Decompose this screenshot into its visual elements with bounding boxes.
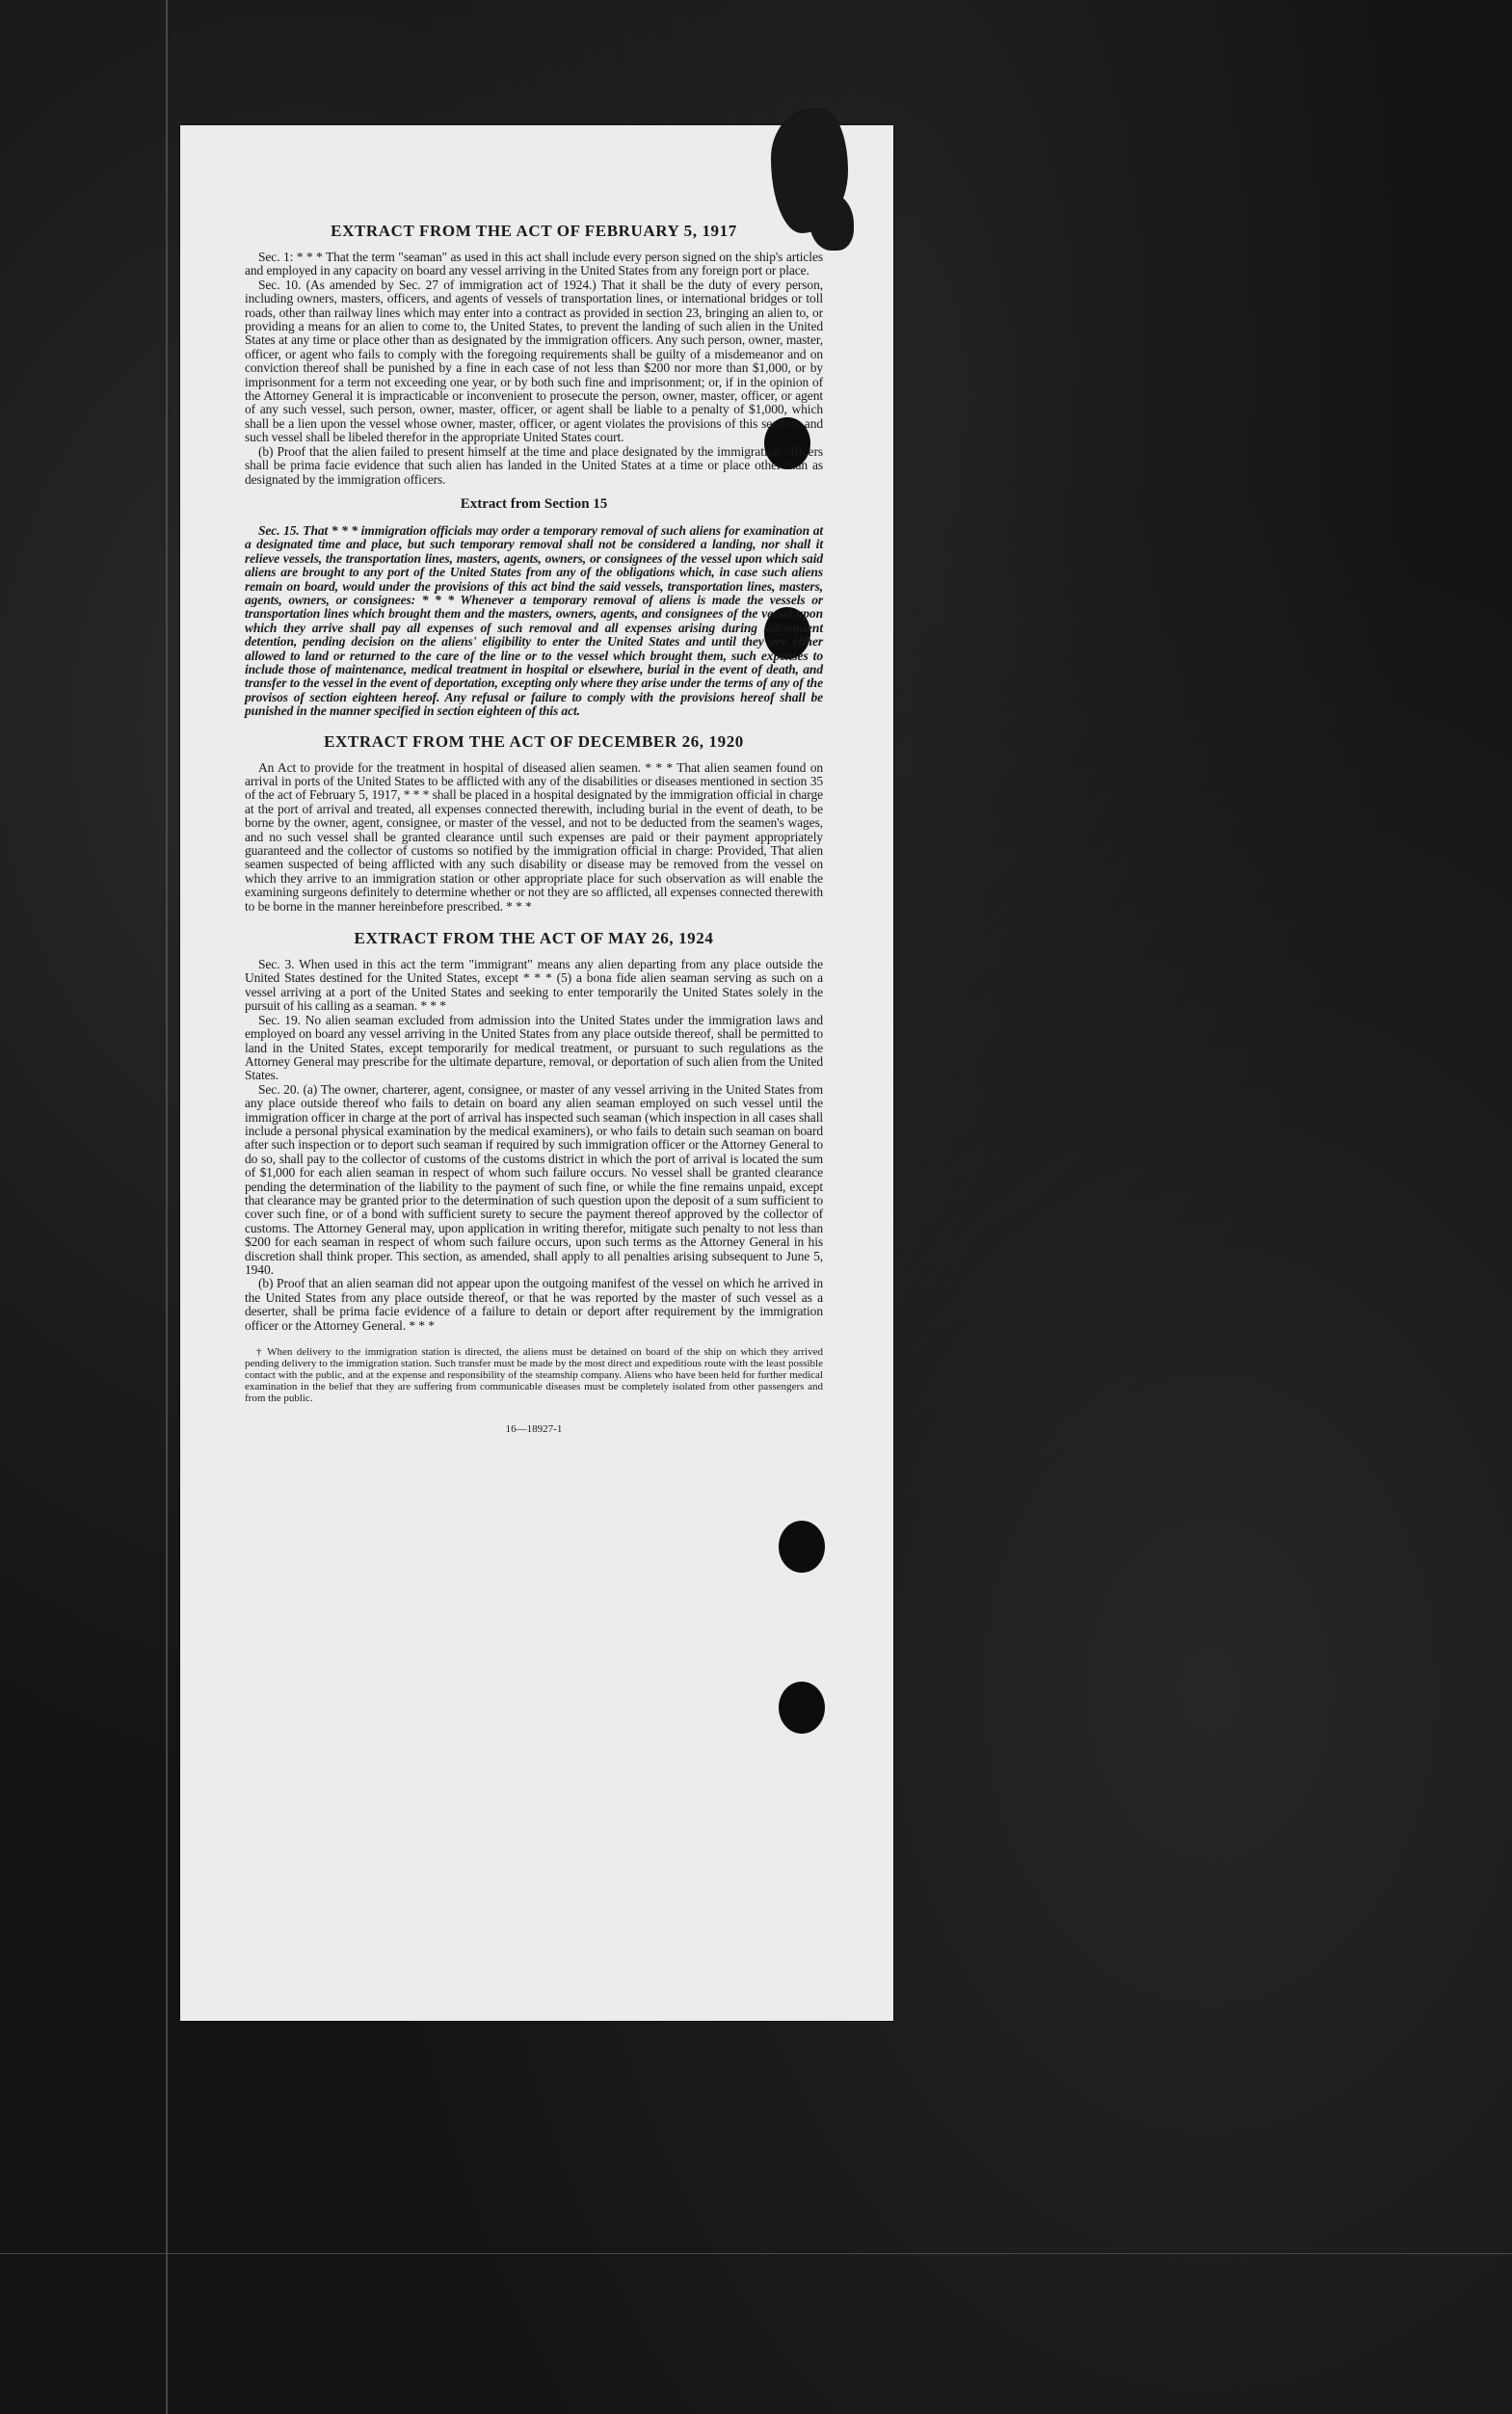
section-19-text: Sec. 19. No alien seaman excluded from admission into the United States under the immigration laws and employed on board any vessel arriving in the United States from any place outside thereof, shall be permitted to land in the United States, except temporarily for medical treatment, or pursuant to such regulations as the Attorney General may prescribe for the ultimate departure, removal, or deportation of such alien from the United States. <box>245 1012 823 1083</box>
section-3-text: Sec. 3. When used in this act the term "immigrant" means any alien departing from any place outside the United States destined for the United States, except * * * (5) a bona fide alien seaman serving as such on a vessel arriving at a port of the United States and seeking to enter temporarily the United States solely in the pursuit of his calling as a seaman. * * * <box>245 957 823 1014</box>
section-20b-text: (b) Proof that an alien seaman did not appear upon the outgoing manifest of the vessel on which he arrived in the United States from any place outside thereof, or that he was reported by the master of such vessel as a deserter, shall be prima facie evidence of a failure to detain or deport after requirement by the immigration officer or the Attorney General. * * * <box>245 1276 823 1333</box>
heading-section-15: Extract from Section 15 <box>460 495 608 512</box>
scan-edge-line <box>166 0 168 2414</box>
heading-act-1924: EXTRACT FROM THE ACT OF MAY 26, 1924 <box>354 929 714 948</box>
heading-act-1920: EXTRACT FROM THE ACT OF DECEMBER 26, 1920 <box>324 731 744 751</box>
section-1-text: Sec. 1: * * * That the term "seaman" as used in this act shall include every person signed on the ship's articles and employed in any capacity on board any vessel arriving in the United States from any foreign port or place. <box>245 250 823 279</box>
section-20a-text: Sec. 20. (a) The owner, charterer, agent, consignee, or master of any vessel arriving in the United States from any place outside thereof who fails to detain on board any alien seaman employed on such vessel until the immigration officer in charge at the port of arrival has inspected such seaman (which inspection in all cases shall include a personal physical examination by the medical examiners), or who fails to detain such seaman on board after such inspection or to deport such seaman if required by such immigration officer or the Attorney General to do so, shall pay to the collector of customs of the customs district in which the port of arrival is located the sum of $1,000 for each alien seaman in respect of whom such failure occurs. No vessel shall be granted clearance pending the determination of the liability to the payment of such fine, or while the fine remains unpaid, except that clearance may be granted prior to the determination of such question upon the deposit of a sum sufficient to cover such fine, or of a bond with sufficient surety to secure the payment thereof approved by the collector of customs. The Attorney General may, upon application in writing therefor, mitigate such penalty to not less than $200 for each seaman in respect of whom such failure occurs, upon such terms as the Attorney General in his discretion shall think proper. This section, as amended, shall apply to all penalties arising subsequent to June 5, 1940. <box>245 1081 823 1277</box>
heading-act-1917: EXTRACT FROM THE ACT OF FEBRUARY 5, 1917 <box>331 222 737 240</box>
section-10-text: Sec. 10. (As amended by Sec. 27 of immigration act of 1924.) That it shall be the duty of every person, including owners, masters, officers, and agents of vessels of transportation lines, or international bridges or toll roads, other than railway lines which may enter into a contract as provided in section 23, bringing an alien to, or providing a means for an alien to come to, the United States, to prevent the landing of such alien in the United States at any time or place other than as designated by the immigration officers. Any such person, owner, master, officer, or agent who fails to comply with the foregoing requirements shall be guilty of a misdemeanor and on conviction thereof shall be punished by a fine in each case of not less than $200 nor more than $1,000, or by imprisonment for a term not exceeding one year, or by both such fine and imprisonment; or, if in the opinion of the Attorney General it is impracticable or inconvenient to prosecute the person, owner, master, officer, or agent of any such vessel, such person, owner, master, officer, or agent shall be liable to a penalty of $1,000, which shall be a lien upon the vessel whose owner, master, officer, or agent violates the provisions of this section, and such vessel shall be libeled therefor in the appropriate United States court. <box>245 277 823 445</box>
section-15-text: Sec. 15. That * * * immigration officials may order a temporary removal of such aliens for examination at a designated time and place, but such temporary removal shall not be considered a landing, nor shall it relieve vessels, the transportation lines, masters, agents, owners, or consignees of the vessel upon which said aliens are brought to any port of the United States from any of the obligations which, in case such aliens remain on board, would under the provisions of this act bind the said vessels, transportation lines, masters, agents, owners, or consignees: * * * Whenever a temporary removal of aliens is made the vessels or transportation lines which brought them and the masters, owners, agents, and consignees of the vessel upon which they arrive shall pay all expenses of such removal and all expenses arising during subsequent detention, pending decision on the aliens' eligibility to enter the United States and until they are either allowed to land or returned to the care of the line or to the vessel which brought them, such expenses to include those of maintenance, medical treatment in hospital or elsewhere, burial in the event of death, and transfer to the vessel in the event of deportation, excepting only where they arise under the terms of any of the provisos of section eighteen hereof. Any refusal or failure to comply with the provisions hereof shall be punished in the manner specified in section eighteen of this act. <box>245 522 823 719</box>
document-text <box>245 222 823 1435</box>
footnote: † When delivery to the immigration station is directed, the aliens must be detained on board of the ship on which they arrived pending delivery to the immigration station. Such transfer must be made by the most direct and expeditious route with the least possible contact with the public, and at the expense and responsibility of the steamship company. Aliens who have been held for further medical examination in the belief that they are suffering from communicable diseases must be completely isolated from other passengers and from the public. <box>245 1346 823 1405</box>
act-1920-text: An Act to provide for the treatment in hospital of diseased alien seamen. * * * That alien seamen found on arrival in ports of the United States to be afflicted with any of the disabilities or diseases mentioned in section 35 of the act of February 5, 1917, * * * shall be placed in a hospital designated by the immigration official in charge at the port of arrival and treated, all expenses connected therewith, including burial in the event of death, to be borne by the owner, agent, consignee, or master of the vessel, and not to be deducted from the seamen's wages, and no such vessel shall be granted clearance until such expenses are paid or their payment appropriately guaranteed and the collector of customs so notified by the immigration official in charge: Provided, That alien seamen suspected of being afflicted with any such disability or disease may be removed from the vessel on which they arrive to an immigration station or other appropriate place for such observation as will enable the examining surgeons definitely to determine whether or not they are so afflicted, all expenses connected therewith to be borne in the manner hereinbefore prescribed. * * * <box>245 759 823 914</box>
section-10b-text: (b) Proof that the alien failed to present himself at the time and place designated by the immigration officers shall be prima facie evidence that such alien has landed in the United States at a time or place other than as designated by the immigration officers. <box>245 443 823 487</box>
scan-edge-line-bottom <box>0 2253 1512 2254</box>
punch-hole <box>779 1521 825 1573</box>
form-code: 16—18927-1 <box>505 1423 563 1436</box>
punch-hole <box>779 1682 825 1734</box>
